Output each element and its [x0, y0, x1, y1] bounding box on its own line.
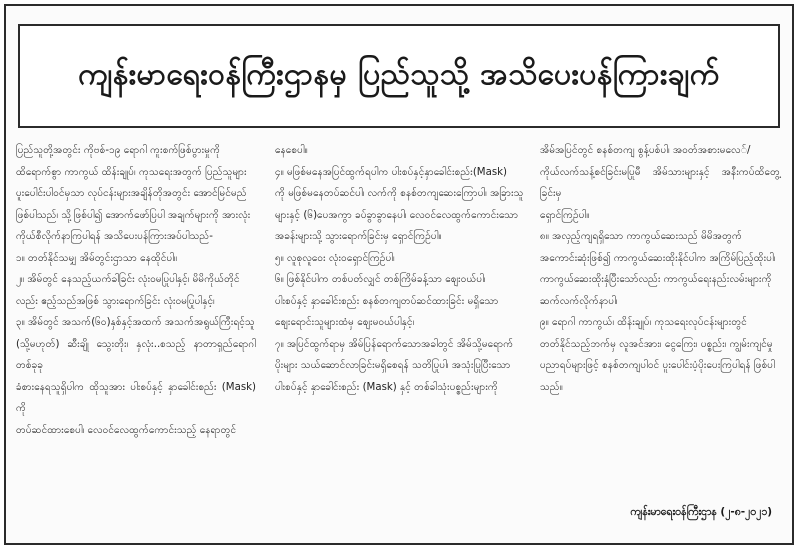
- column-2: [275, 140, 525, 510]
- text-line: ကာကွယ်ဆေးထိုးနှံပြီးသော်လည်း ကာကွယ်ရေးနည်းလမ်းများကို: [540, 274, 772, 285]
- text-line: ၅။ လူစုလူဝေး လုံးဝရှောင်ကြဉ်ပါ၊: [275, 252, 395, 264]
- text-line: တပ်ဆင်ထားစေပါ၊ လေဝင်လေထွက်ကောင်းသည့် နေရာတွင်: [16, 424, 237, 436]
- text-line: ၁။ တတ်နိုင်သမျှ အိမ်တွင်းဌာသာ နေထိုင်ပါ။: [16, 252, 178, 264]
- text-line: နေစေပါ။: [275, 145, 308, 156]
- text-line: ကိုယ်စီလိုက်နာကြပါရန် အသိပေးပန်ကြားအပ်ပါသည်-: [16, 231, 213, 242]
- text-line: ၈။ အလှည့်ကျရရှိသော ကာကွယ်ဆေးသည် မိမိအတွက်: [540, 231, 742, 242]
- text-line: လည်း ဧည့်သည်အဖြစ် သွားရောက်ခြင်း လုံးဝမပြုပါနှင့်၊: [16, 295, 215, 307]
- notice-title: ကျန်းမာရေးဝန်ကြီးဌာနမှ ပြည်သူသို့ အသိပေးပန်ကြားချက်: [78, 56, 720, 92]
- text-line: ၃။ အိမ်တွင် အသက်(၆၀)နှစ်နှင့်အထက် အသက်အရွယ်ကြီးရင့်သူ: [16, 317, 255, 328]
- text-line: အခန်းများသို့ သွားရောက်ခြင်းမှ ရှောင်ကြဉ်ပါ။: [275, 231, 442, 242]
- text-line: ကိုယ်လက်သန့်စင်ခြင်းမပြုမီ အိမ်သားများနှင့် အနီးကပ်ထိတွေ့ခြင်းမှ: [540, 166, 780, 199]
- text-line: အကောင်းဆုံးဖြစ်၍ ကာကွယ်ဆေးထိုးနိုင်ပါက အကြိမ်ပြည့်ထိုးပါ၊: [540, 252, 776, 264]
- text-line: အိမ်အပြင်တွင် စနစ်တကျ စွန့်ပစ်ပါ၊ အဝတ်အစားမလေ်/: [540, 145, 751, 156]
- text-line: ဖြစ်ပါသည်၊ သို့ဖြစ်ပါ၍ အောက်ဖော်ပြပါ အချက်များကို အားလုံး: [16, 209, 251, 221]
- text-line: (သို့မဟုတ်) ဆီးချို သွေးတိုး၊ နှလုံး..စသည့် နာတာရှည်ရောဂါ တစ်ခုခု: [16, 338, 256, 371]
- title-box: [18, 24, 780, 128]
- text-line: ၆။ ဖြစ်နိုင်ပါက တစ်ပတ်လျှင် တစ်ကြိမ်ခန့်သာ စျေးဝယ်ပါ၊: [275, 274, 486, 285]
- text-line: ပညာရပ်များဖြင့် စနစ်တကျပါဝင် ပူးပေါင်းပံ့ပိုးပေးကြပါရန် ဖြစ်ပါ: [540, 360, 775, 371]
- text-line: ဆက်လက်လိုက်နာပါ၊: [540, 295, 618, 307]
- text-line: သည်။: [540, 381, 563, 393]
- text-line: ၄။ မဖြစ်မနေအပြင်ထွက်ရပါက ပါးစပ်နှင့်နှာခေါင်းစည်း(Mask): [275, 166, 508, 178]
- text-line: ၇။ အပြင်ထွက်ရာမှ အိမ်ပြန်ရောက်သောအခါတွင် အိမ်သို့မရောက်: [275, 338, 514, 350]
- text-line: ပါးစပ်နှင့် နှာခေါင်းစည်း စနစ်တကျတပ်ဆင်ထားခြင်း မရှိသော: [275, 295, 499, 307]
- text-line: ရှောင်ကြဉ်ပါ။: [540, 209, 590, 221]
- text-line: ပိုးများ သယ်ဆောင်လာခြင်းမရှိစေရန် သတိပြုပါ၊ အသုံးပြုပြီးသော: [275, 360, 511, 371]
- text-line: ပြည်သူတို့အတွင်း ကိုဗစ်-၁၉ ရောဂါ ကူးစက်ဖြစ်ပွားမှုကို: [16, 145, 221, 156]
- text-line: ထိရောက်စွာ ကာကွယ် ထိန်းချုပ်၊ ကုသရေးအတွက် ပြည်သူများ: [16, 166, 247, 178]
- signature: ကျန်းမာရေးဝန်ကြီးဌာန (၂-၈-၂၀၂၁): [630, 506, 772, 518]
- text-line: များနှင့် (၆)ပေအကွာ ခပ်ခွာခွာနေပါ၊ လေဝင်လေထွက်ကောင်းသော: [275, 209, 519, 221]
- column-1: [16, 140, 256, 510]
- text-line: ၉။ ရောဂါ ကာကွယ်၊ ထိန်းချုပ်၊ ကုသရေးလုပ်ငန်းများတွင်: [540, 317, 747, 328]
- text-line: ခံစားနေရသူရှိပါက ထိုသူအား ပါးစပ်နှင့် နှာခေါင်းစည်း (Mask) ကို: [16, 381, 256, 414]
- text-line: ကို မဖြစ်မနေတပ်ဆင်ပါ၊ လက်ကို စနစ်တကျဆေးကြောပါ၊ အခြားသူ: [275, 188, 524, 199]
- text-line: တတ်နိုင်သည့်ဘက်မှ လူအင်အား၊ ငွေကြေး၊ ပစ္စည်း၊ ကျွမ်းကျင်မှု: [540, 338, 773, 350]
- text-line: ၂။ အိမ်တွင် နေသည့်ယက်ခါခြင်း လုံးဝမပြုပါနှင့်၊ မိမိကိုယ်တိုင်: [16, 274, 240, 285]
- text-line: စျေးရောင်းသူများထံမှ စျေးမဝယ်ပါနှင့်၊: [275, 317, 415, 328]
- text-line: ပါးစပ်နှင့် နှာခေါင်းစည်း (Mask) နှင့် တစ်ခါသုံးပစ္စည်းများကို: [275, 381, 498, 393]
- column-3: [540, 140, 780, 510]
- text-line: ပူးပေါင်းပါဝင်မှသာ လုပ်ငန်းများအချိန်တိုအတွင်း အောင်မြင်မည်: [16, 188, 247, 199]
